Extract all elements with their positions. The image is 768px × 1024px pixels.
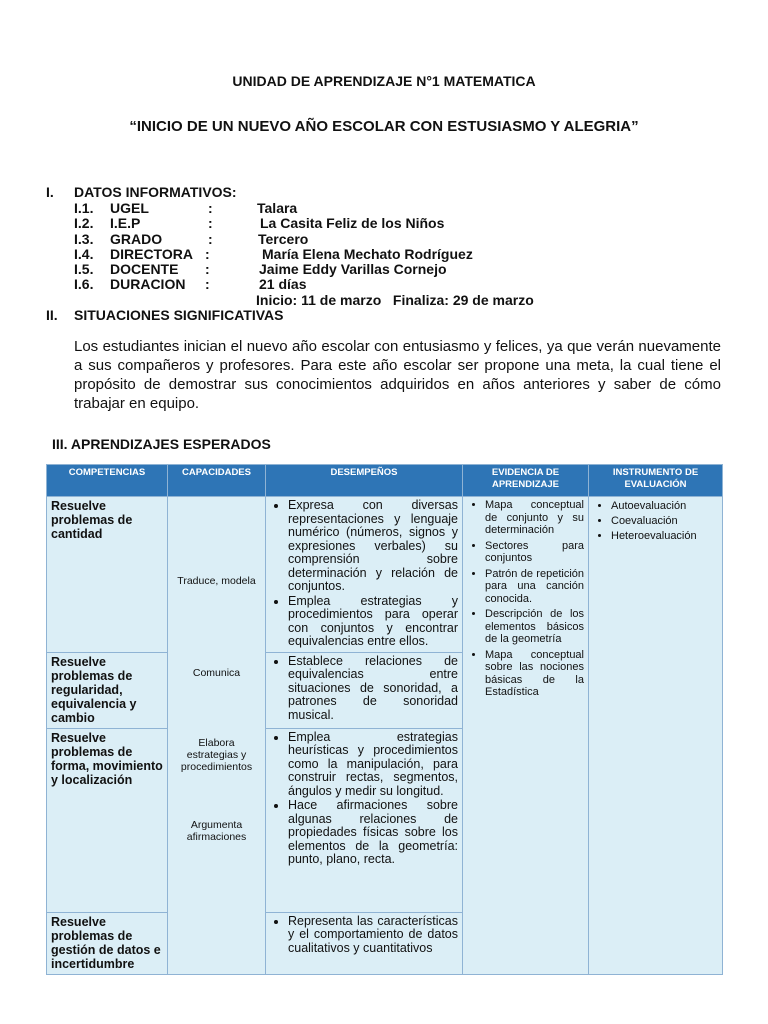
desempeno-item: • Emplea estrategias y procedimientos para operar con conjuntos y encontrar equivalencias entre ellos.	[288, 595, 458, 649]
datos-code: I.6.	[74, 276, 94, 292]
datos-label: DURACION	[110, 276, 186, 292]
evidencia-item: • Mapa conceptual sobre las nociones básicas de la Estadística	[485, 649, 584, 699]
datos-sep: :	[208, 215, 213, 231]
datos-label: DOCENTE	[110, 261, 179, 277]
datos-value: Jaime Eddy Varillas Cornejo	[259, 261, 447, 277]
datos-code: I.1.	[74, 200, 94, 216]
instrumento-item: • Autoevaluación	[611, 499, 718, 514]
competencia-cell: Resuelve problemas de cantidad	[47, 497, 168, 653]
aprendizajes-table	[46, 464, 723, 975]
header-instrumento: INSTRUMENTO DE EVALUACIÓN	[589, 465, 723, 497]
datos-sep: :	[205, 276, 210, 292]
header-capacidades: CAPACIDADES	[168, 465, 266, 497]
datos-label: GRADO	[110, 231, 163, 247]
section2-title: SITUACIONES SIGNIFICATIVAS	[74, 307, 284, 323]
datos-code: I.3.	[74, 231, 94, 247]
desempeno-item: • Representa las características y el comportamiento de datos cualitativos y cuantitativos	[288, 915, 458, 956]
section1-number: I.	[46, 184, 54, 200]
competencia-cell: Resuelve problemas de gestión de datos e incertidumbre	[47, 912, 168, 974]
datos-value: 21 días	[259, 276, 307, 292]
desempenos-cell	[266, 497, 463, 653]
datos-label: I.E.P	[110, 215, 141, 231]
capacidad-item: Elabora estrategias y procedimientos	[180, 737, 253, 773]
evidencia-item: • Patrón de repetición para una canción conocida.	[485, 568, 584, 606]
datos-sep: :	[208, 200, 213, 216]
desempenos-cell	[266, 652, 463, 728]
datos-value: María Elena Mechato Rodríguez	[262, 246, 473, 262]
datos-code: I.2.	[74, 215, 94, 231]
header-evidencia: EVIDENCIA DE APRENDIZAJE	[463, 465, 589, 497]
datos-label: UGEL	[110, 200, 149, 216]
datos-value: La Casita Feliz de los Niños	[260, 215, 445, 231]
instrumento-item: • Heteroevaluación	[611, 529, 718, 544]
header-competencias: COMPETENCIAS	[47, 465, 168, 497]
desempeno-item: • Expresa con diversas representaciones y lenguaje numérico (números, signos y expresiones verbales) su comprensión sobre determinación y relación de conjuntos.	[288, 499, 458, 594]
document-title: UNIDAD DE APRENDIZAJE N°1 MATEMATICA	[232, 73, 536, 89]
header-desempenos: DESEMPEÑOS	[266, 465, 463, 497]
capacidad-item: Argumenta afirmaciones	[186, 819, 247, 843]
datos-sep: :	[205, 246, 210, 262]
datos-label: DIRECTORA	[110, 246, 193, 262]
competencia-cell: Resuelve problemas de regularidad, equivalencia y cambio	[47, 652, 168, 728]
table-header-row	[47, 465, 723, 497]
desempeno-item: • Hace afirmaciones sobre algunas relaciones de propiedades físicas sobre los elementos de la geometría: punto, plano, recta.	[288, 799, 458, 867]
instrumentos-cell	[589, 497, 723, 975]
datos-code: I.5.	[74, 261, 94, 277]
duration-dates: Inicio: 11 de marzo Finaliza: 29 de marzo	[256, 292, 534, 308]
capacidad-item: Traduce, modela	[177, 575, 256, 587]
datos-value: Talara	[257, 200, 298, 216]
datos-code: I.4.	[74, 246, 94, 262]
desempenos-cell	[266, 912, 463, 974]
competencia-cell: Resuelve problemas de forma, movimiento y localización	[47, 728, 168, 912]
evidencias-cell	[463, 497, 589, 975]
capacidades-cell	[168, 497, 266, 975]
desempenos-cell	[266, 728, 463, 912]
datos-sep: :	[205, 261, 210, 277]
desempeno-item: • Establece relaciones de equivalencias entre situaciones de sonoridad, a patrones de sonoridad musical.	[288, 655, 458, 723]
document-subtitle: “INICIO DE UN NUEVO AÑO ESCOLAR CON ESTUSIASMO Y ALEGRIA”	[129, 118, 639, 135]
instrumento-item: • Coevaluación	[611, 514, 718, 529]
table-row	[47, 497, 723, 653]
evidencia-item: • Sectores para conjuntos	[485, 540, 584, 565]
situacion-paragraph: Los estudiantes inician el nuevo año escolar con entusiasmo y felices, ya que verán nuevamente a sus compañeros y profesores. Para este año escolar ser propone una meta, la cual tiene el propósito de demostrar sus conocimientos adquiridos en años anteriores y saber de cómo trabajar en equipo.	[74, 338, 721, 412]
section2-number: II.	[46, 307, 58, 323]
datos-value: Tercero	[258, 231, 309, 247]
desempeno-item: • Emplea estrategias heurísticas y procedimientos como la manipulación, para construir rectas, segmentos, ángulos y medir su longitud.	[288, 731, 458, 799]
section3-title: III. APRENDIZAJES ESPERADOS	[52, 436, 271, 452]
evidencia-item: • Mapa conceptual de conjunto y su determinación	[485, 499, 584, 537]
evidencia-item: • Descripción de los elementos básicos de la geometría	[485, 608, 584, 646]
datos-sep: :	[208, 231, 213, 247]
section1-title: DATOS INFORMATIVOS:	[74, 184, 237, 200]
capacidad-item: Comunica	[192, 667, 241, 679]
